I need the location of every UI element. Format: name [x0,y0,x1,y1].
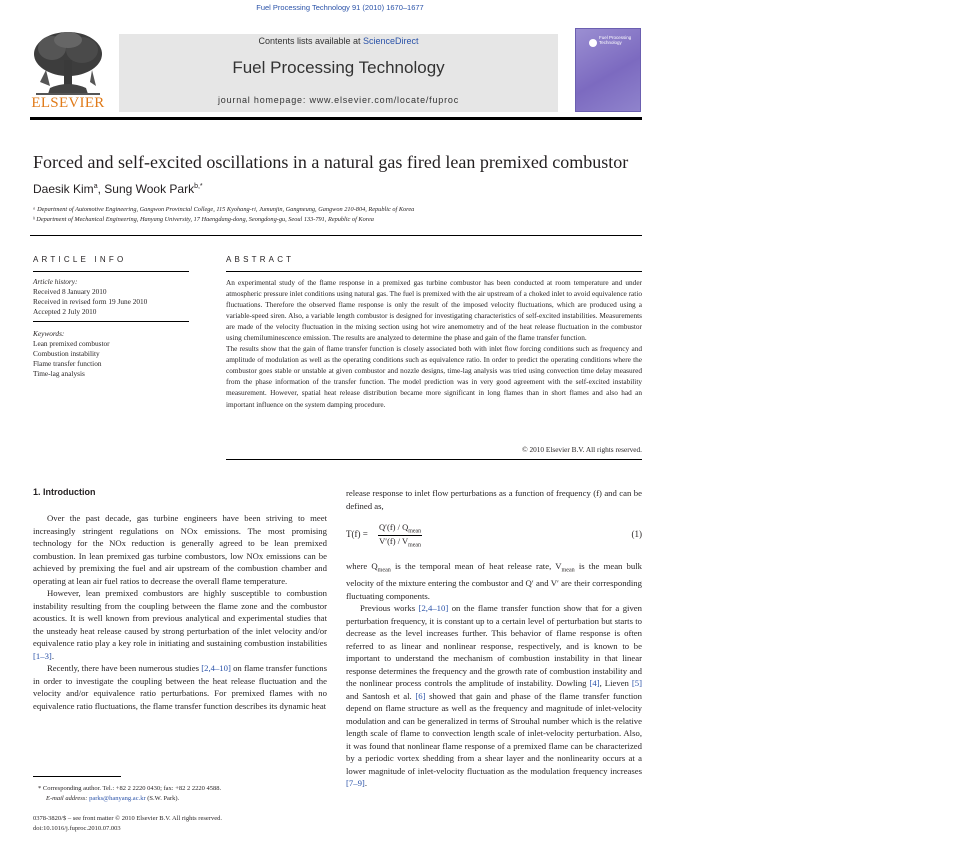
affiliation-b: ᵇ Department of Mechanical Engineering, Hanyang University, 17 Haengdang-dong, Seongdong-gu, Seoul 133-791, Republic of Korea [33,216,374,223]
equation-lhs: T(f) = [346,529,368,539]
left-column-text [33,512,327,712]
cover-logo-icon [589,39,597,47]
author-affil-mark: a [93,183,98,190]
affiliation-divider [30,235,642,236]
article-info-divider [33,271,189,272]
citation-link[interactable]: [7–9] [346,778,365,789]
author-list: Daesik Kim$^a$, Sung Wook Park$^{b,*}$ [33,182,203,196]
citation-link[interactable]: [2,4–10] [201,663,231,673]
citation-link[interactable]: [6] [415,690,426,701]
email-link[interactable]: parks@hanyang.ac.kr [89,795,146,802]
affiliation-a: ᵃ Department of Automotive Engineering, Gangwon Provincial College, 115 Kyohang-ri, Jumunjin, Gangneung, Gangwon 210-804, Republic of Korea [33,206,415,213]
footnote-rule [33,776,121,777]
keyword-item: Combustion instability [33,349,100,358]
author-name[interactable]: Sung Wook Park [104,182,195,196]
keywords-label: Keywords: [33,329,65,338]
equation-fraction: $Q'(f) / Q_{mean}$ $V'(f) / V_{mean}$ [379,522,422,549]
equation-1 [346,522,642,550]
section-heading-introduction: 1. Introduction [33,487,96,497]
intro-paragraph: release response to inlet flow perturbations as a function of frequency (f) and can be defined as, [346,488,642,511]
journal-reference-link[interactable]: Fuel Processing Technology 91 (2010) 1670–1677 [256,3,424,12]
author-name[interactable]: Daesik Kim [33,182,94,196]
doi-line[interactable]: doi:10.1016/j.fuproc.2010.07.003 [33,825,121,832]
citation-link[interactable]: [5] [631,678,642,689]
intro-paragraph: Recently, there have been numerous studies [2,4–10] on flame transfer functions in order to investigate the coupling between the heat release fluctuation and the velocity and/or equivalence ratio perturbations. For premixed flames with no equivalence ratio fluctuations, the flame transfer function describes its dynamic heat [33,663,327,711]
author-affil-mark: b,* [194,183,203,190]
email-note: E-mail address: parks@hanyang.ac.kr (S.W. Park). [46,795,180,802]
abstract-paragraph: The results show that the gain of flame transfer function is closely associated both with inlet flow forcing conditions such as frequency and amplitude of modulation as well as the operating conditions such as equivalence ratio. In order to predict the operating conditions where the combustor goes stable or unstable at given combustor and nozzle designs, time-lag analysis was tried using convection time delay measured from the phase information of the transfer function. The model prediction was in very good agreement with the self-excited instability measurement. However, spatial heat release distribution became more significant in long flames than in short flames and also had an important influence on the system damping procedure. [226,344,642,409]
journal-banner [119,34,558,112]
right-column-text [346,560,642,790]
history-accepted: Accepted 2 July 2010 [33,307,97,316]
citation-link[interactable]: [4] [589,678,600,689]
abstract-body [226,277,642,410]
publisher-name: ELSEVIER [31,95,105,111]
citation-link[interactable]: [1–3] [33,650,52,661]
keywords-divider [33,321,189,322]
abstract-copyright: © 2010 Elsevier B.V. All rights reserved. [522,445,642,454]
journal-homepage[interactable]: journal homepage: www.elsevier.com/locate/fuproc [217,95,459,105]
intro-paragraph: Previous works [2,4–10] on the flame transfer function show that for a given perturbation frequency, it is constant up to a certain level of perturbation but starts to decrease as the level increases further. This behavior of flame response is often referred to as linear and nonlinear response, respectively, and is known to be important to understand the mechanism of combustion instability in that linear response determines the frequency and the growth rate of combustion instability and the nonlinear process controls the amplitude of instability. Dowling [4], Lieven [5] and Santosh et al. [6] showed that gain and phase of the flame transfer function depend on flame structure as well as the frequency and magnitude of inlet-velocity modulation and can be generalized in terms of Strouhal number which is the relative length scale of flame to convection length scale of inlet-velocity perturbation. Also, it was found that nonlinear flame response of a premixed flame can be characterized by a periodic vortex shedding from a shear layer and the nonlinearity occurs at a lower magnitude of inlet-velocity fluctuation as the modulation frequency increases [7–9]. [346,603,642,789]
history-revised: Received in revised form 19 June 2010 [33,297,148,306]
equation-number: (1) [631,529,642,539]
abstract-divider-bottom [226,459,642,460]
abstract-divider-top [226,271,642,272]
intro-paragraph: However, lean premixed combustors are highly susceptible to combustion instability resulting from the coupling between the flame zone and the combustor acoustics. It is well known from previous analytical and experimental studies that the unsteady heat release caused by strong perturbation of the inlet velocity and/or equivalence ratio play a key role in initiating and sustaining combustion instabilities [1–3]. [33,588,327,661]
issn-line: 0378-3820/$ – see front matter © 2010 Elsevier B.V. All rights reserved. [33,815,222,822]
sciencedirect-link[interactable]: ScienceDirect [363,36,419,46]
contents-line: Contents lists available at ScienceDirect [258,36,419,46]
keyword-item: Lean premixed combustor [33,339,110,348]
elsevier-logo [30,30,106,112]
header-divider [30,117,642,120]
keyword-item: Time-lag analysis [33,369,85,378]
intro-paragraph: where $Q_{mean}$ is the temporal mean of heat release rate, $V_{mean}$ is the mean bulk velocity of the mixture entering the combustor and Q′ and V′ are their corresponding fluctuating components. [346,561,642,601]
cover-title: Fuel Processing Technology [599,35,632,45]
article-history-label: Article history: [33,277,78,286]
citation-link[interactable]: [2,4–10] [418,603,449,614]
article-info-heading: ARTICLE INFO [33,255,127,264]
abstract-paragraph: An experimental study of the flame response in a premixed gas turbine combustor has been conducted at room temperature and under atmospheric pressure inlet conditions using natural gas. The fuel is premixed with the air upstream of a choked inlet to avoid equivalence ratio fluctuations. Therefore the observed flame response is only the result of the imposed velocity fluctuations, which are produced using a variable-speed siren. Also, a variable length combustor is designed for investigating characteristics of self-excited instabilities. Measurements are made of the velocity fluctuation in the mixing section using hot wire anemometry and of the heat release fluctuation in the combustor using chemiluminescence emission. The results are analyzed to determine the phase and gain of the flame transfer function. [226,278,642,343]
keyword-item: Flame transfer function [33,359,102,368]
history-received: Received 8 January 2010 [33,287,107,296]
right-column-lead [346,487,642,512]
intro-paragraph: Over the past decade, gas turbine engineers have been striving to meet increasingly stringent regulations on NOx emissions. The most promising technology for the NOx reduction is generally agreed to be lean premixed combustion. In lean premixed gas turbine combustors, low NOx emissions can be achieved by premixing the fuel and air upstream of the combustion chamber and operating at lean air fuel ratios to decrease the overall flame temperature. [33,513,327,586]
journal-cover-thumbnail [575,28,641,112]
journal-name: Fuel Processing Technology [232,58,445,77]
abstract-heading: ABSTRACT [226,255,295,264]
article-title: Forced and self-excited oscillations in a natural gas fired lean premixed combustor [33,152,629,172]
corresponding-author-note: * Corresponding author. Tel.: +82 2 2220 0430; fax: +82 2 2220 4588. [38,785,222,792]
